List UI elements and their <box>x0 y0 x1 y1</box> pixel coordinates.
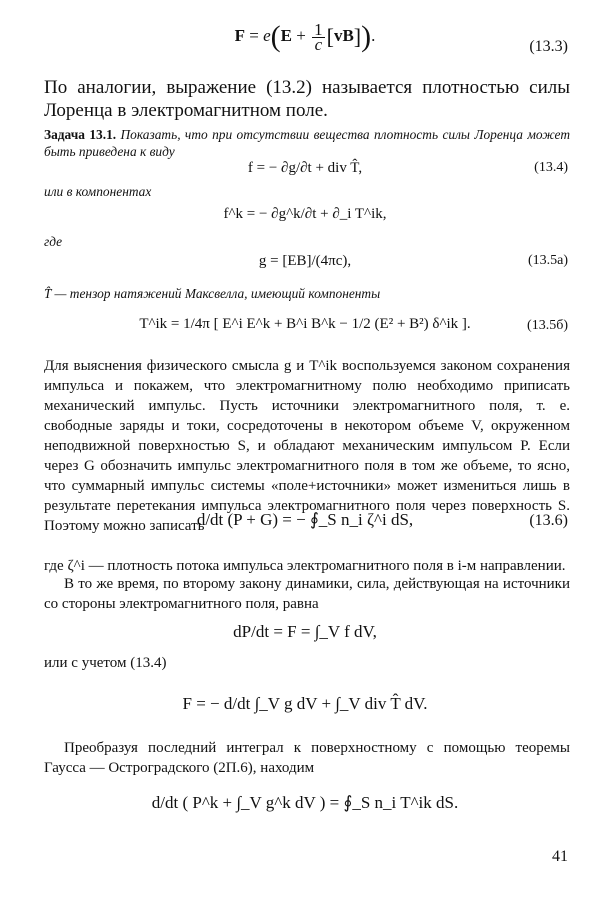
paragraph-momentum-conservation: Для выяснения физического смысла g и T^ik воспользуемся законом сохранения импульса и покажем, что электромагнитному полю необходимо приписать механический импульс. Пусть источники электромагнитного поля, т. е. свободные заряды и токи, сосредоточены в некотором объеме V, окруженном неподвижной поверхностью S, и обладают механическим импульсом P. Если через G обозначить импульс электромагнитного поля в том же объеме, то ясно, что суммарный импульс системы «поле+источники» может измениться лишь в результате перетекания импульса электромагнитного поля через поверхность S. Поэтому можно записать <box>44 358 570 534</box>
task-label: Задача 13.1. <box>44 127 117 142</box>
equation-number: (13.6) <box>529 512 568 529</box>
where-label: где <box>44 234 63 249</box>
paragraph-gauss-ostrogradsky: Преобразуя последний интеграл к поверхностному с помощью теоремы Гаусса — Остроградского (2П.6), находим <box>44 740 570 776</box>
page-number: 41 <box>552 848 568 865</box>
equation-number: (13.4) <box>534 160 568 175</box>
paragraph-second-law: В то же время, по второму закону динамики, сила, действующая на источники со стороны электромагнитного поля, равна <box>44 576 570 612</box>
equation-13-6: d/dt (P + G) = − ∮_S n_i ζ^i dS, <box>196 510 414 529</box>
equation-13-4-components: f^k = − ∂g^k/∂t + ∂_i T^ik, <box>223 206 387 222</box>
equation-number: (13.5б) <box>527 318 568 333</box>
equation-force: F = − d/dt ∫_V g dV + ∫_V div T̂ dV. <box>182 694 428 713</box>
paragraph-lorentz-density: По аналогии, выражение (13.2) называется плотностью силы Лоренца в электромагнитном поле. <box>44 77 570 121</box>
task-statement: Показать, что при отсутствии вещества плотность силы Лоренца может быть приведена к виду <box>44 127 570 159</box>
equation-final: d/dt ( P^k + ∫_V g^k dV ) = ∮_S n_i T^ik dS. <box>151 793 459 812</box>
equation-13-5b: T^ik = 1/4π [ E^i E^k + B^i B^k − 1/2 (E² + B²) δ^ik ]. <box>139 316 471 332</box>
equation-13-3: F = e(E + $\frac{1}{c}$ [vB]). <box>234 19 376 54</box>
equation-13-5a: g = [EB]/(4πc), <box>258 253 352 269</box>
or-in-components-label: или в компонентах <box>44 184 152 199</box>
task-13-1 <box>44 127 570 160</box>
maxwell-tensor-text: T̂ — тензор натяжений Максвелла, имеющий компоненты <box>44 286 381 301</box>
paragraph-with-13-4: или с учетом (13.4) <box>44 655 167 671</box>
paragraph-flux-density: где ζ^i — плотность потока импульса электромагнитного поля в i-м направлении. <box>44 558 566 574</box>
equation-number: (13.3) <box>529 38 568 55</box>
equation-13-4: f = − ∂g/∂t + div T̂, <box>247 160 363 176</box>
equation-dp-dt: dP/dt = F = ∫_V f dV, <box>233 622 377 641</box>
equation-number: (13.5а) <box>527 253 568 268</box>
